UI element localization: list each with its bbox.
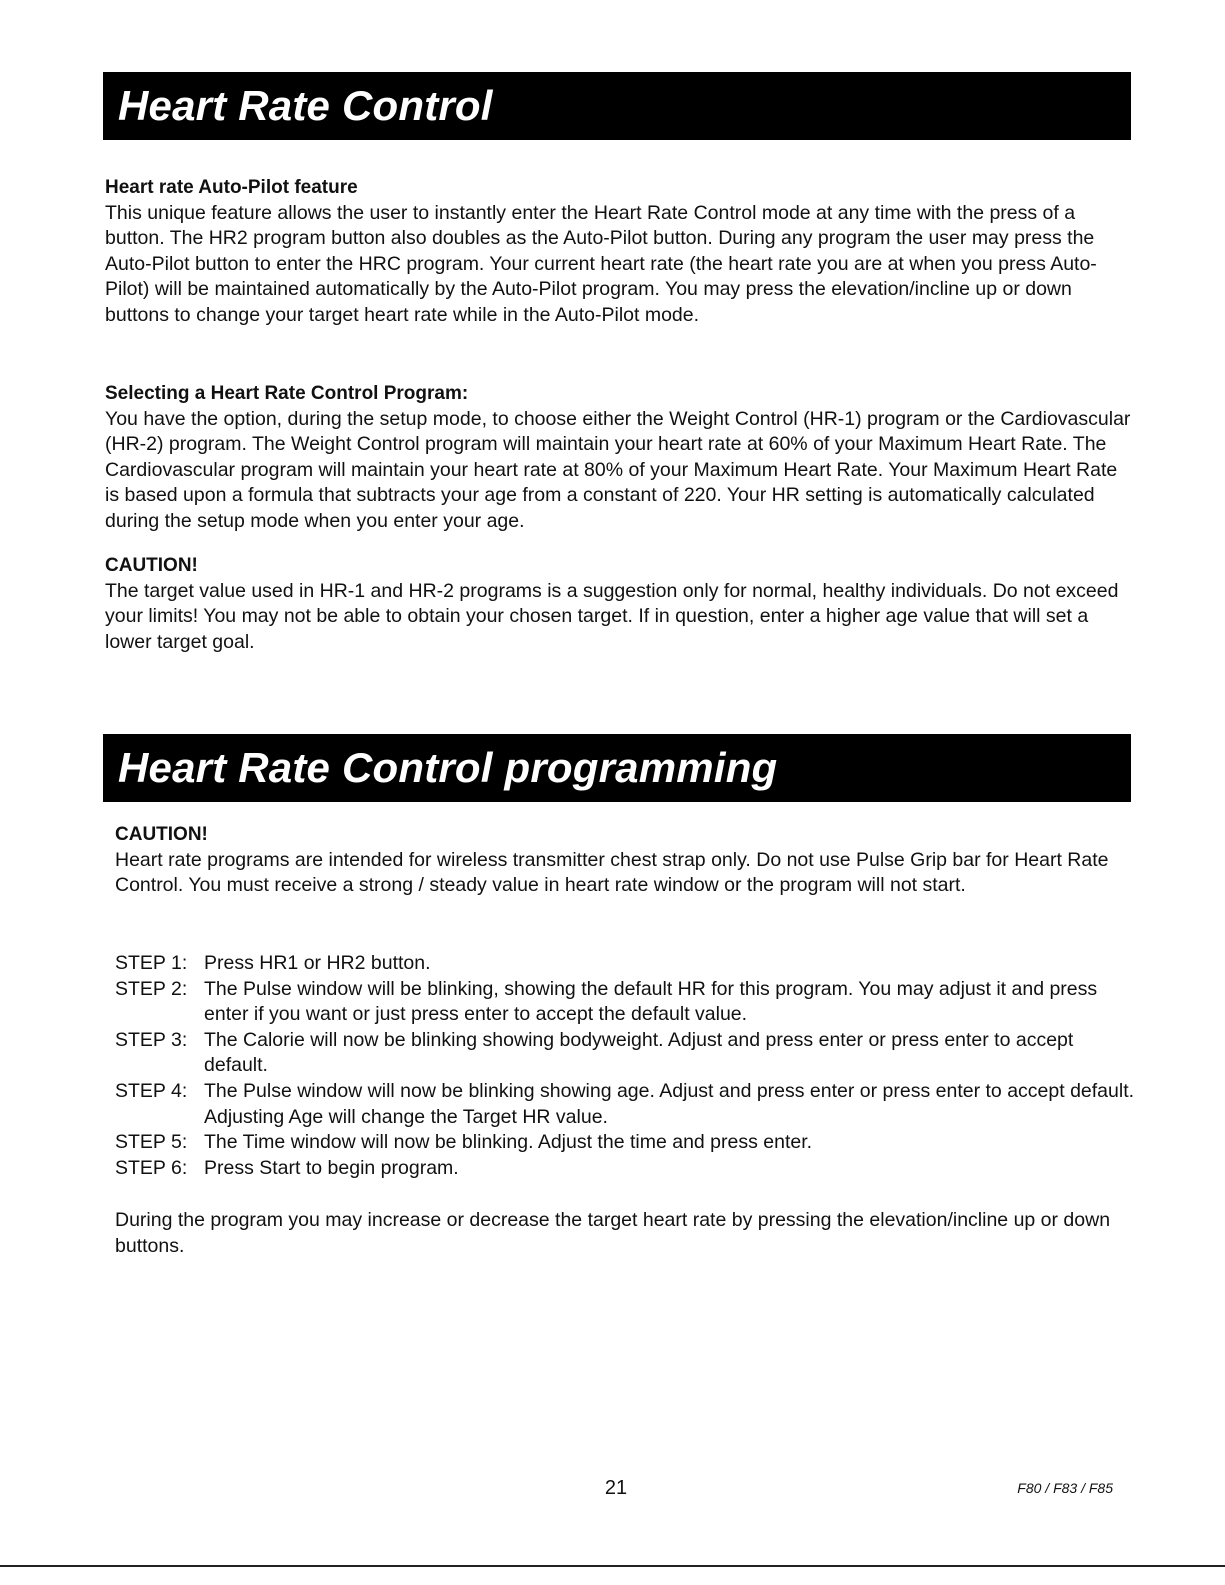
caution-text: The target value used in HR-1 and HR-2 programs is a suggestion only for normal, healthy individuals. Do not exceed your limits! You may not be able to obtain your chosen target. If in question, enter a higher age value that will set a lower target goal. — [105, 579, 1119, 653]
autopilot-section — [105, 175, 1135, 329]
step-label: STEP 2: — [115, 977, 188, 1000]
step-item — [115, 977, 1135, 1028]
step-text: The Pulse window will be blinking, showing the default HR for this program. You may adjust it and press enter if you want or just press enter to accept the default value. — [204, 977, 1098, 1026]
selecting-program-heading: Selecting a Heart Rate Control Program: — [105, 383, 469, 404]
step-item — [115, 1028, 1135, 1079]
step-label: STEP 6: — [115, 1156, 188, 1179]
section-banner-programming — [103, 734, 1131, 802]
selecting-program-text: You have the option, during the setup mode, to choose either the Weight Control (HR-1) program or the Cardiovascular (HR-2) program. The Weight Control program will maintain your heart rate at 60% of your Maximum Heart Rate. The Cardiovascular program will maintain your heart rate at 80% of your Maximum Heart Rate. Your Maximum Heart Rate is based upon a formula that subtracts your age from a constant of 220. Your HR setting is automatically calculated during the setup mode when you enter your age. — [105, 407, 1131, 532]
step-text: The Pulse window will now be blinking showing age. Adjust and press enter or press enter to accept default. Adjusting Age will change the Target HR value. — [204, 1079, 1135, 1128]
step-item — [115, 1156, 1135, 1182]
autopilot-text: This unique feature allows the user to instantly enter the Heart Rate Control mode at any time with the press of a button. The HR2 program button also doubles as the Auto-Pilot button. During any program the user may press the Auto-Pilot button to enter the HRC program. Your current heart rate (the heart rate you are at when you press Auto-Pilot) will be maintained automatically by the Auto-Pilot program. You may press the elevation/incline up or down buttons to change your target heart rate while in the Auto-Pilot mode. — [105, 201, 1097, 326]
model-label: F80 / F83 / F85 — [1017, 1480, 1113, 1496]
caution-text: Heart rate programs are intended for wireless transmitter chest strap only. Do not use Pulse Grip bar for Heart Rate Control. You must receive a strong / steady value in heart rate window or the program will not start. — [115, 848, 1109, 897]
step-item — [115, 1079, 1135, 1130]
caution-heading: CAUTION! — [105, 555, 198, 576]
programming-steps-list — [115, 951, 1135, 1181]
step-label: STEP 5: — [115, 1131, 188, 1154]
autopilot-heading: Heart rate Auto-Pilot feature — [105, 177, 358, 198]
step-text: The Time window will now be blinking. Adjust the time and press enter. — [204, 1131, 813, 1154]
step-text: Press Start to begin program. — [204, 1156, 459, 1179]
step-text: Press HR1 or HR2 button. — [204, 952, 431, 974]
step-item — [115, 951, 1135, 977]
step-item — [115, 1130, 1135, 1156]
section-title: Heart Rate Control — [118, 82, 493, 129]
section-title: Heart Rate Control programming — [118, 744, 778, 791]
section-banner-heart-rate-control — [103, 72, 1131, 140]
bottom-divider — [0, 1565, 1225, 1567]
step-label: STEP 4: — [115, 1079, 188, 1102]
step-text: The Calorie will now be blinking showing bodyweight. Adjust and press enter or press enter to accept default. — [204, 1028, 1074, 1077]
closing-note: During the program you may increase or decrease the target heart rate by pressing the elevation/incline up or down buttons. — [115, 1209, 1111, 1257]
step-label: STEP 1: — [115, 952, 188, 974]
step-label: STEP 3: — [115, 1028, 188, 1051]
caution-heading: CAUTION! — [115, 824, 208, 845]
page-number: 21 — [604, 1477, 628, 1499]
selecting-program-section — [105, 381, 1135, 535]
programming-caution-section — [115, 822, 1135, 899]
caution-section — [105, 553, 1135, 655]
